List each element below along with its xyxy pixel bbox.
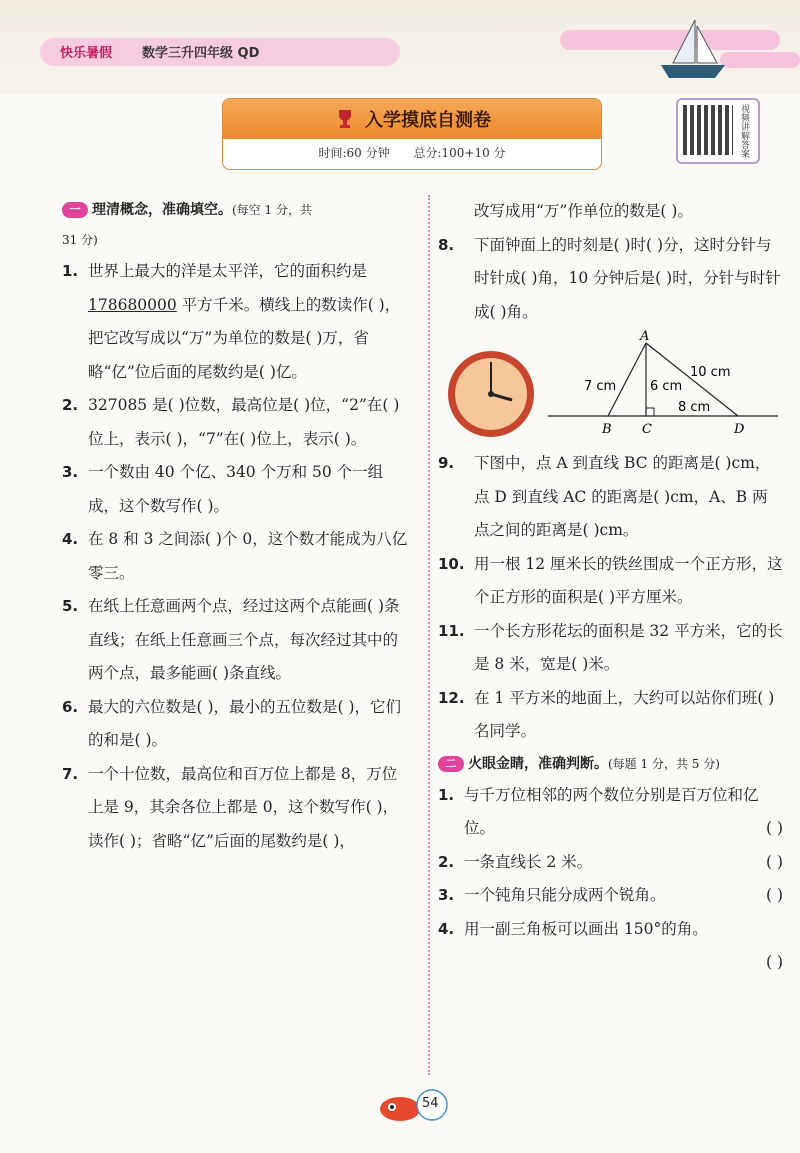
judge-item	[438, 879, 783, 913]
page-title: 入学摸底自测卷	[365, 110, 491, 131]
question-text: 下面钟面上的时刻是( )时( )分，这时分针与时针成( )角，10 分钟后是( )时，分针与时针成( )角。	[474, 235, 781, 321]
question	[62, 389, 412, 456]
exam-meta	[223, 139, 601, 167]
question-text: 用一根 12 厘米长的铁丝围成一个正方形，这个正方形的面积是( )平方厘米。	[474, 554, 783, 606]
question-text: 一个长方形花坛的面积是 32 平方米，它的长是 8 米，宽是( )米。	[474, 621, 783, 673]
question-number: 1.	[62, 262, 79, 280]
section-1-header	[62, 195, 412, 255]
question-number: 8.	[438, 235, 455, 254]
judge-item	[438, 913, 783, 980]
question	[438, 548, 783, 615]
section-note-2: 31 分)	[62, 233, 98, 247]
question-number: 11.	[438, 621, 465, 640]
point-label-c: C	[642, 422, 652, 437]
question-number: 1.	[438, 785, 455, 804]
page-number: 54	[422, 1096, 439, 1111]
figures	[438, 329, 783, 447]
left-column	[62, 195, 412, 858]
point-label-b: B	[602, 422, 612, 437]
question-text: 在 1 平方米的地面上，大约可以站你们班( )名同学。	[474, 688, 775, 740]
question-text: 在 8 和 3 之间添( )个 0，这个数才能成为八亿零三。	[88, 530, 408, 582]
length-ab: 7 cm	[584, 379, 617, 394]
question-text-part: 平方千米。横线上的数读作( )，把它改写成以“万”为单位的数是( )万，省略“亿”位后面的尾数约是( )亿。	[88, 295, 401, 381]
question-text: 最大的六位数是( )，最小的五位数是( )，它们的和是( )。	[88, 697, 402, 749]
question-number: 2.	[62, 396, 79, 414]
title-box	[222, 98, 602, 170]
question-number: 10.	[438, 554, 465, 573]
column-divider	[428, 195, 430, 1075]
score-label: 总分:100+10 分	[413, 146, 506, 160]
question-number: 2.	[438, 852, 455, 871]
sailboat-icon	[655, 18, 730, 83]
point-label-a: A	[640, 329, 650, 344]
question-number: 3.	[438, 886, 455, 904]
clock-icon	[446, 349, 536, 439]
question	[62, 691, 412, 758]
question	[438, 195, 783, 229]
question-number: 9.	[438, 454, 455, 472]
underlined-number: 178680000	[88, 295, 177, 314]
question	[62, 523, 412, 590]
question-text	[464, 779, 783, 846]
question-text: 在纸上任意画两个点，经过这两个点能画( )条直线；在纸上任意画三个点，每次经过其中的两个点，最多能画( )条直线。	[88, 597, 400, 682]
question-text	[464, 879, 783, 913]
question	[438, 682, 783, 749]
question-text: 下图中，点 A 到直线 BC 的距离是( )cm，点 D 到直线 AC 的距离是( )cm，A、B 两点之间的距离是( )cm。	[474, 454, 771, 539]
subject-label: 数学三升四年级 QD	[142, 46, 260, 61]
qr-label: 视频讲解答案	[739, 104, 749, 158]
title-bar	[223, 99, 601, 139]
answer-mark[interactable]: ( )	[765, 886, 783, 904]
question-text: 一个十位数，最高位和百万位上都是 8，万位上是 9，其余各位上都是 0，这个数写作( )，读作( )；省略“亿”后面的尾数约是( )，	[88, 764, 399, 850]
question-text	[464, 846, 783, 880]
question-number: 7.	[62, 764, 79, 783]
judge-item	[438, 846, 783, 880]
section-2-header	[438, 749, 783, 779]
question-number: 5.	[62, 597, 79, 615]
question	[62, 456, 412, 523]
question	[438, 229, 783, 330]
question-text	[464, 913, 783, 980]
answer-mark[interactable]: ( )	[765, 953, 783, 971]
length-cd: 8 cm	[678, 400, 711, 415]
question	[62, 255, 412, 389]
judge-text: 一条直线长 2 米。	[464, 852, 593, 871]
qr-pattern	[683, 105, 733, 155]
triangle-figure	[548, 329, 778, 444]
question-number: 6.	[62, 697, 79, 716]
question-text: 改写成用“万”作单位的数是( )。	[474, 202, 693, 220]
question-number: 4.	[62, 530, 79, 548]
length-ad: 10 cm	[690, 365, 731, 380]
question-number	[438, 195, 474, 229]
answer-mark[interactable]: ( )	[765, 852, 783, 871]
section-heading: 火眼金睛，准确判断。	[468, 755, 608, 772]
qr-code[interactable]	[676, 98, 760, 164]
question-number: 12.	[438, 688, 465, 707]
judge-text: 一个钝角只能分成两个锐角。	[464, 886, 666, 904]
question	[438, 447, 783, 548]
section-badge: 二	[438, 756, 464, 772]
judge-text: 用一副三角板可以画出 150°的角。	[464, 919, 708, 938]
time-label: 时间:60 分钟	[318, 146, 390, 160]
decor-bar	[720, 52, 800, 68]
question-number: 4.	[438, 919, 455, 938]
section-heading: 理清概念，准确填空。	[92, 202, 232, 218]
question-text: 327085 是( )位数，最高位是( )位，“2”在( )位上，表示( )，“7”在( )位上，表示( )。	[88, 396, 400, 448]
question	[62, 758, 412, 859]
judge-item	[438, 779, 783, 846]
point-label-d: D	[734, 422, 745, 437]
right-column	[438, 195, 783, 980]
question-number: 3.	[62, 463, 79, 481]
brand-label: 快乐暑假	[60, 46, 113, 61]
question	[438, 615, 783, 682]
question	[62, 590, 412, 691]
question-text	[88, 255, 412, 389]
answer-mark[interactable]: ( )	[765, 819, 783, 837]
length-ac: 6 cm	[650, 379, 683, 394]
section-note: (每题 1 分，共 5 分)	[608, 756, 720, 771]
page-number-badge	[378, 1085, 448, 1125]
trophy-icon	[333, 107, 357, 131]
question-text-part: 世界上最大的洋是太平洋，它的面积约是	[88, 262, 368, 280]
section-badge: 一	[62, 202, 88, 218]
section-note: (每空 1 分，共	[232, 203, 312, 217]
question-text: 一个数由 40 个亿、340 个万和 50 个一组成，这个数写作( )。	[88, 463, 384, 515]
judge-text: 与千万位相邻的两个数位分别是百万位和亿位。	[464, 785, 759, 837]
